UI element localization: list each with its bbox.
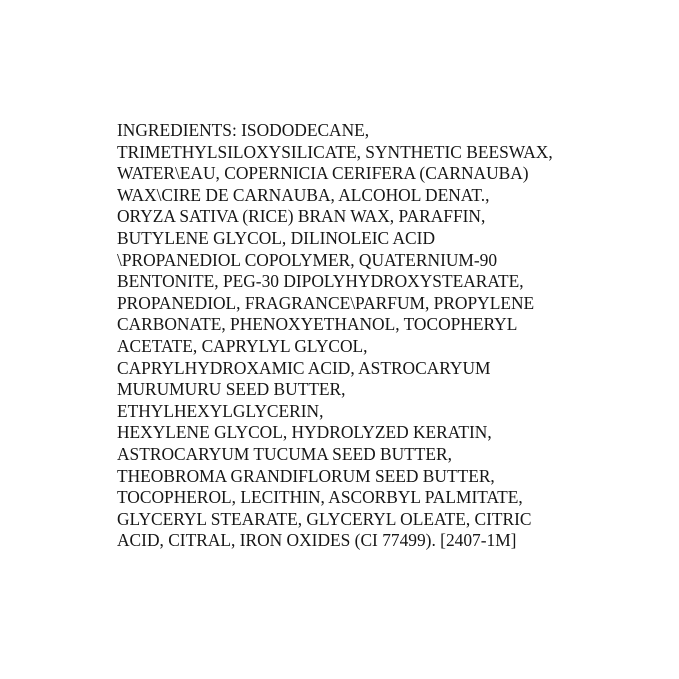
ingredients-line: ORYZA SATIVA (RICE) BRAN WAX, PARAFFIN,	[117, 206, 486, 227]
ingredients-line: WATER\EAU, COPERNICIA CERIFERA (CARNAUBA)	[117, 163, 529, 184]
ingredients-line: GLYCERYL STEARATE, GLYCERYL OLEATE, CITRIC	[117, 508, 532, 529]
ingredients-list	[117, 120, 637, 552]
ingredients-line: MURUMURU SEED BUTTER,	[117, 379, 346, 400]
ingredients-line: \PROPANEDIOL COPOLYMER, QUATERNIUM-90	[117, 249, 498, 270]
ingredients-line: BUTYLENE GLYCOL, DILINOLEIC ACID	[117, 227, 436, 248]
ingredients-line: ACID, CITRAL, IRON OXIDES (CI 77499). [2407-1M]	[117, 530, 517, 551]
ingredients-line: THEOBROMA GRANDIFLORUM SEED BUTTER,	[117, 465, 495, 486]
ingredients-line: ASTROCARYUM TUCUMA SEED BUTTER,	[117, 443, 452, 464]
ingredients-line: CAPRYLHYDROXAMIC ACID, ASTROCARYUM	[117, 357, 491, 378]
ingredients-line: TRIMETHYLSILOXYSILICATE, SYNTHETIC BEESWAX,	[117, 141, 553, 162]
ingredients-line: PROPANEDIOL, FRAGRANCE\PARFUM, PROPYLENE	[117, 292, 535, 313]
ingredients-line: ACETATE, CAPRYLYL GLYCOL,	[117, 335, 368, 356]
ingredients-line: CARBONATE, PHENOXYETHANOL, TOCOPHERYL	[117, 314, 518, 335]
ingredients-line: WAX\CIRE DE CARNAUBA, ALCOHOL DENAT.,	[117, 184, 490, 205]
ingredients-line: BENTONITE, PEG-30 DIPOLYHYDROXYSTEARATE,	[117, 271, 524, 292]
ingredients-line: ETHYLHEXYLGLYCERIN,	[117, 400, 324, 421]
ingredients-line: HEXYLENE GLYCOL, HYDROLYZED KERATIN,	[117, 422, 492, 443]
ingredients-line: INGREDIENTS: ISODODECANE,	[117, 120, 370, 140]
ingredients-line: TOCOPHEROL, LECITHIN, ASCORBYL PALMITATE,	[117, 487, 523, 508]
